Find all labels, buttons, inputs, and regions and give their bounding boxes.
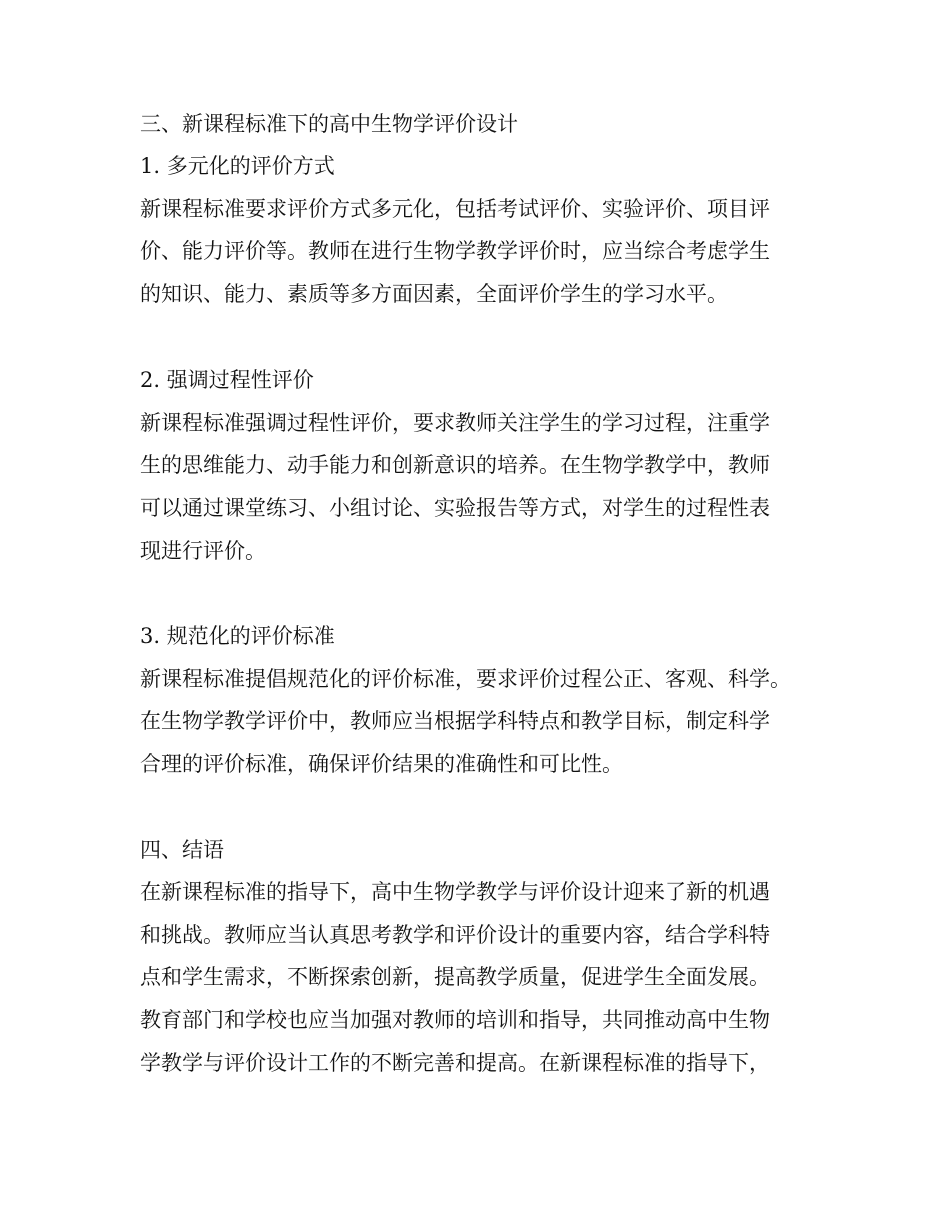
paragraph-line: 现进行评价。 xyxy=(140,539,266,563)
paragraph-line: 在新课程标准的指导下，高中生物学教学与评价设计迎来了新的机遇 xyxy=(140,880,770,904)
paragraph-line: 新课程标准要求评价方式多元化，包括考试评价、实验评价、项目评 xyxy=(140,197,770,221)
section-heading-3: 三、新课程标准下的高中生物学评价设计 xyxy=(140,112,518,136)
paragraph-line: 新课程标准提倡规范化的评价标准，要求评价过程公正、客观、科学。 xyxy=(140,667,791,691)
paragraph-line: 在生物学教学评价中，教师应当根据学科特点和教学目标，制定科学 xyxy=(140,709,770,733)
paragraph-line: 点和学生需求，不断探索创新，提高教学质量，促进学生全面发展。 xyxy=(140,965,770,989)
paragraph-line: 可以通过课堂练习、小组讨论、实验报告等方式，对学生的过程性表 xyxy=(140,496,770,520)
paragraph-line: 学教学与评价设计工作的不断完善和提高。在新课程标准的指导下， xyxy=(140,1051,770,1075)
subheading-2: 2. 强调过程性评价 xyxy=(140,368,314,392)
paragraph-line: 教育部门和学校也应当加强对教师的培训和指导，共同推动高中生物 xyxy=(140,1008,770,1032)
paragraph-line: 价、能力评价等。教师在进行生物学教学评价时，应当综合考虑学生 xyxy=(140,239,770,263)
paragraph-line: 和挑战。教师应当认真思考教学和评价设计的重要内容，结合学科特 xyxy=(140,923,770,947)
paragraph-line: 合理的评价标准，确保评价结果的准确性和可比性。 xyxy=(140,752,623,776)
paragraph-line: 的知识、能力、素质等多方面因素，全面评价学生的学习水平。 xyxy=(140,282,728,306)
paragraph-line: 生的思维能力、动手能力和创新意识的培养。在生物学教学中，教师 xyxy=(140,453,770,477)
section-heading-4: 四、结语 xyxy=(140,838,224,862)
subheading-1: 1. 多元化的评价方式 xyxy=(140,154,335,178)
subheading-3: 3. 规范化的评价标准 xyxy=(140,624,335,648)
paragraph-line: 新课程标准强调过程性评价，要求教师关注学生的学习过程，注重学 xyxy=(140,411,770,435)
